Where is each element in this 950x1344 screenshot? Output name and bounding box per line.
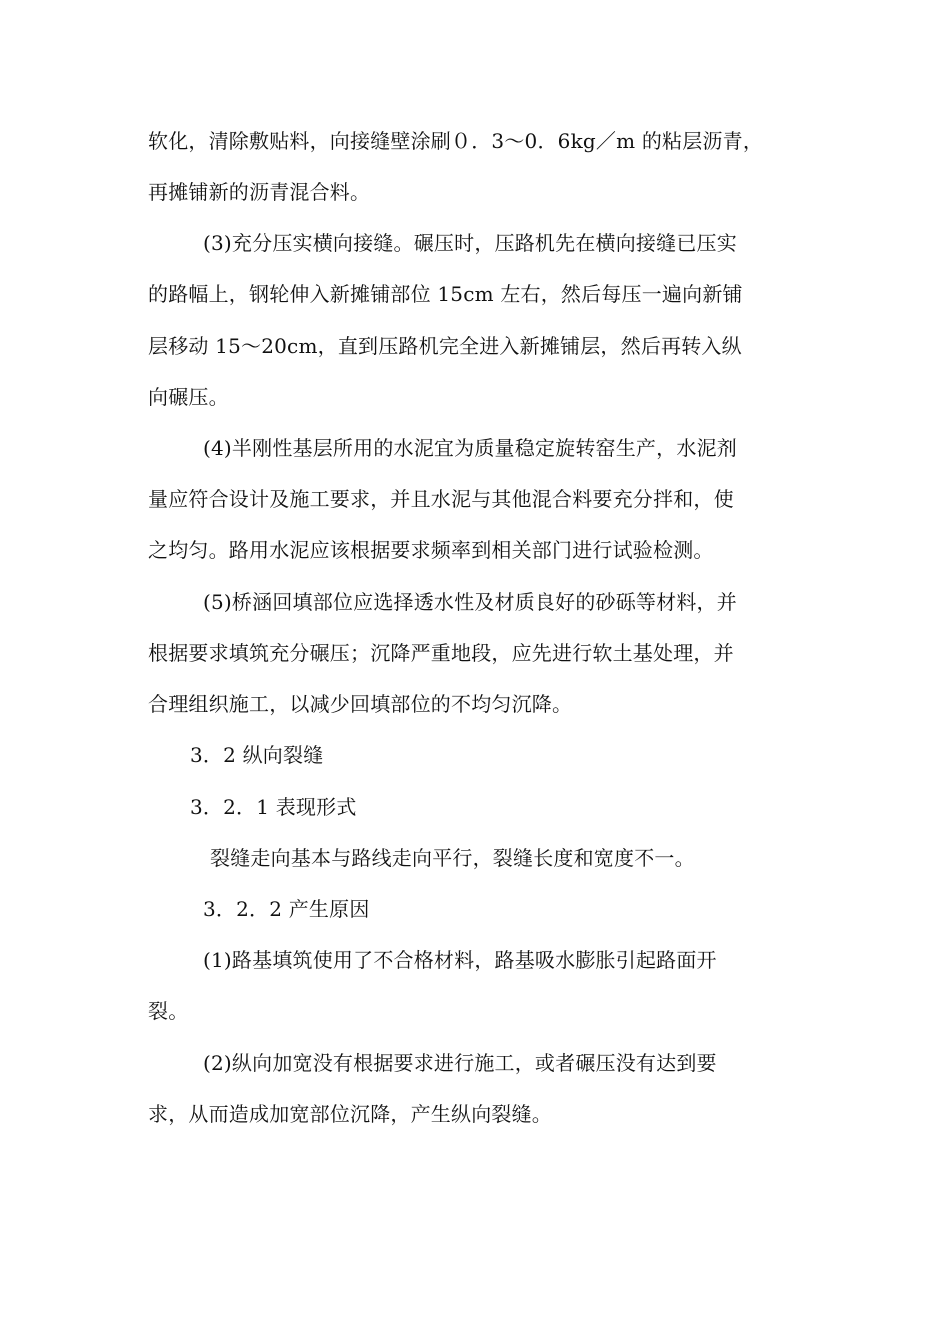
text-line-10: (5)桥涵回填部位应选择透水性及材质良好的砂砾等材料，并 [203,590,737,614]
text-line-3: (3)充分压实横向接缝。碾压时，压路机先在横向接缝已压实 [203,231,737,255]
subsection-heading-3-2-2: 3．2．2 产生原因 [203,897,370,921]
text-line-8: 量应符合设计及施工要求，并且水泥与其他混合料要充分拌和，使 [148,487,734,511]
section-heading-3-2: 3．2 纵向裂缝 [190,743,324,767]
text-line-1: 软化，清除敷贴料，向接缝壁涂刷０．3～0．6kg／m 的粘层沥青， [148,129,764,153]
text-line-2: 再摊铺新的沥青混合料。 [148,180,371,204]
text-line-19: (2)纵向加宽没有根据要求进行施工，或者碾压没有达到要 [203,1051,717,1075]
text-line-7: (4)半刚性基层所用的水泥宜为质量稳定旋转窑生产，水泥剂 [203,436,737,460]
text-line-18: 裂。 [148,999,189,1023]
text-line-15: 裂缝走向基本与路线走向平行，裂缝长度和宽度不一。 [210,846,695,870]
text-line-4: 的路幅上，钢轮伸入新摊铺部位 15cm 左右，然后每压一遍向新铺 [148,282,743,306]
text-line-11: 根据要求填筑充分碾压；沉降严重地段，应先进行软土基处理，并 [148,641,734,665]
text-line-12: 合理组织施工，以减少回填部位的不均匀沉降。 [148,692,573,716]
text-line-17: (1)路基填筑使用了不合格材料，路基吸水膨胀引起路面开 [203,948,717,972]
text-line-9: 之均匀。路用水泥应该根据要求频率到相关部门进行试验检测。 [148,538,714,562]
text-line-6: 向碾压。 [148,385,229,409]
text-line-20: 求，从而造成加宽部位沉降，产生纵向裂缝。 [148,1102,552,1126]
text-line-5: 层移动 15～20cm，直到压路机完全进入新摊铺层，然后再转入纵 [148,334,742,358]
subsection-heading-3-2-1: 3．2．1 表现形式 [190,795,357,819]
